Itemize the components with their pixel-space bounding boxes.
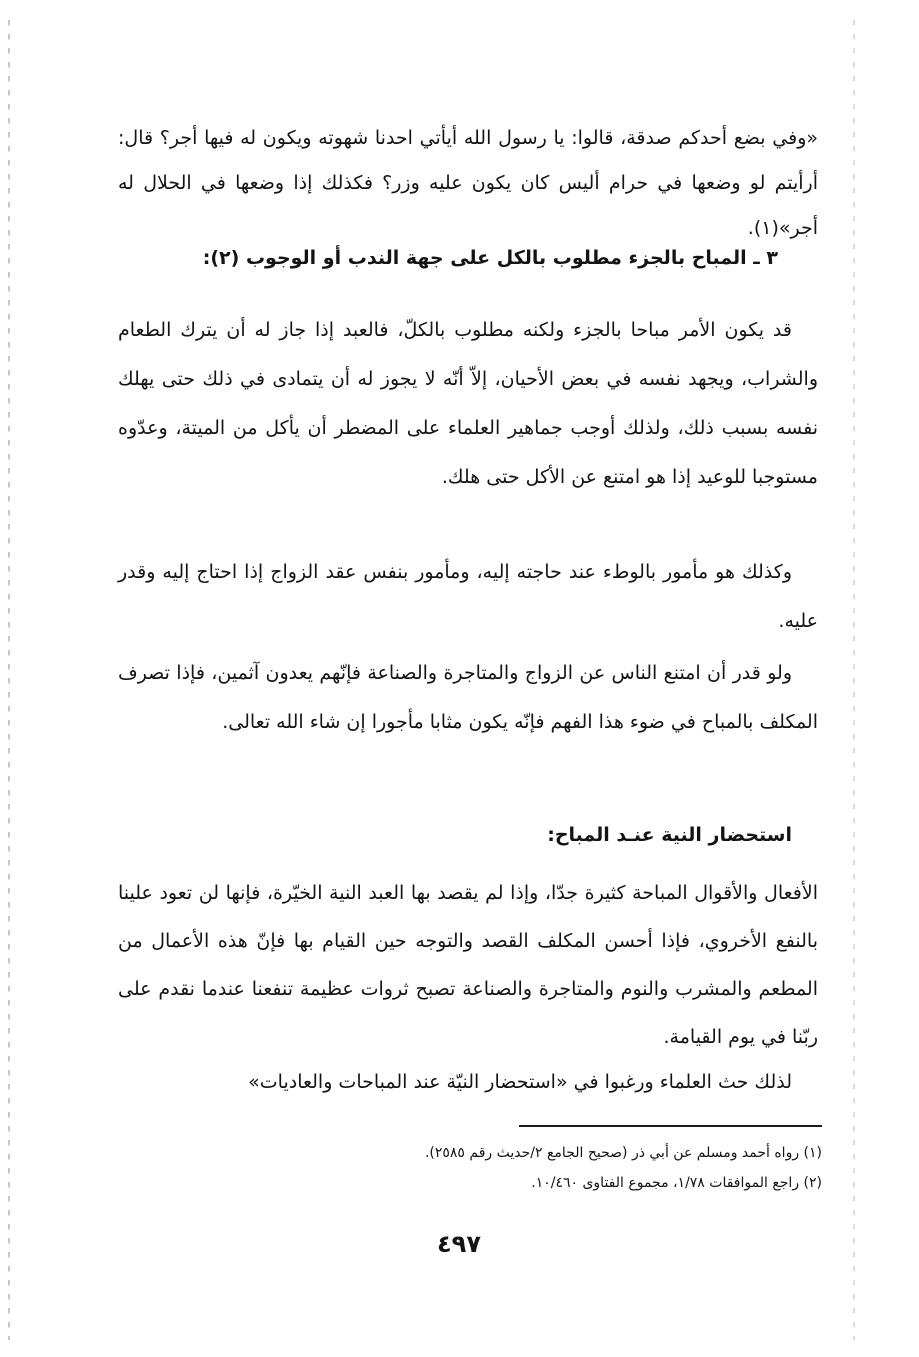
section-heading-intention: استحضار النية عنـد المباح: bbox=[547, 824, 792, 846]
scan-edge-right bbox=[853, 20, 855, 1340]
paragraph-intention: الأفعال والأقوال المباحة كثيرة جدّا، وإذا لم يقصد بها العبد النية الخيّرة، فإنها لن تعود علينا بالنفع الأخروي، فإذا أحسن المكلف القصد والتوجه حين القيام بها فإنّ هذه الأعمال من المطعم والمشرب والنوم والمتاجرة والصناعة تصبح ثروات عظيمة تنفعنا عندما نقدم على ربّنا في يوم القيامة. bbox=[118, 882, 818, 1048]
footnotes-list bbox=[330, 1138, 822, 1198]
paragraph-abstaining: ولو قدر أن امتنع الناس عن الزواج والمتاجرة والصناعة فإنّهم يعدون آثمين، فإذا تصرف المكلف بالمباح في ضوء هذا الفهم فإنّه يكون مثابا مأجورا إن شاء الله تعالى. bbox=[118, 662, 818, 733]
hadith-quote: «وفي بضع أحدكم صدقة، قالوا: يا رسول الله أيأتي احدنا شهوته ويكون له فيها أجر؟ قال: أرأيتم لو وضعها في حرام أليس كان يكون عليه وزر؟ فكذلك إذا وضعها في الحلال له أجر»(١). bbox=[118, 127, 818, 239]
paragraph-scholars-encourage: لذلك حث العلماء ورغبوا في «استحضار النيّة عند المباحات والعاديات» bbox=[248, 1071, 792, 1093]
paragraph-permissible-by-part: قد يكون الأمر مباحا بالجزء ولكنه مطلوب بالكلّ، فالعبد إذا جاز له أن يترك الطعام والشراب، ويجهد نفسه في بعض الأحيان، إلاّ أنّه لا يجوز له أن يتمادى في ذلك حتى يهلك نفسه بسبب ذلك، ولذلك أوجب جماهير العلماء على المضطر أن يأكل من الميتة، وعدّوه مستوجبا للوعيد إذا هو امتنع عن الأكل حتى هلك. bbox=[118, 319, 818, 488]
page-number: ٤٩٧ bbox=[437, 1230, 481, 1258]
subheading-permissible-part-whole: ٣ ـ المباح بالجزء مطلوب بالكل على جهة الندب أو الوجوب (٢): bbox=[202, 247, 778, 269]
footnote-separator bbox=[519, 1125, 822, 1127]
scan-edge-left bbox=[8, 20, 10, 1340]
footnote-item: (١) رواه أحمد ومسلم عن أبي ذر (صحيح الجامع ٢/حديث رقم ٢٥٨٥). bbox=[424, 1145, 822, 1161]
paragraph-marriage: وكذلك هو مأمور بالوطء عند حاجته إليه، ومأمور بنفس عقد الزواج إذا احتاج إليه وقدر عليه. bbox=[118, 561, 818, 632]
footnote-item: (٢) راجع الموافقات ١/٧٨، مجموع الفتاوى ١٠/٤٦٠. bbox=[531, 1175, 822, 1191]
